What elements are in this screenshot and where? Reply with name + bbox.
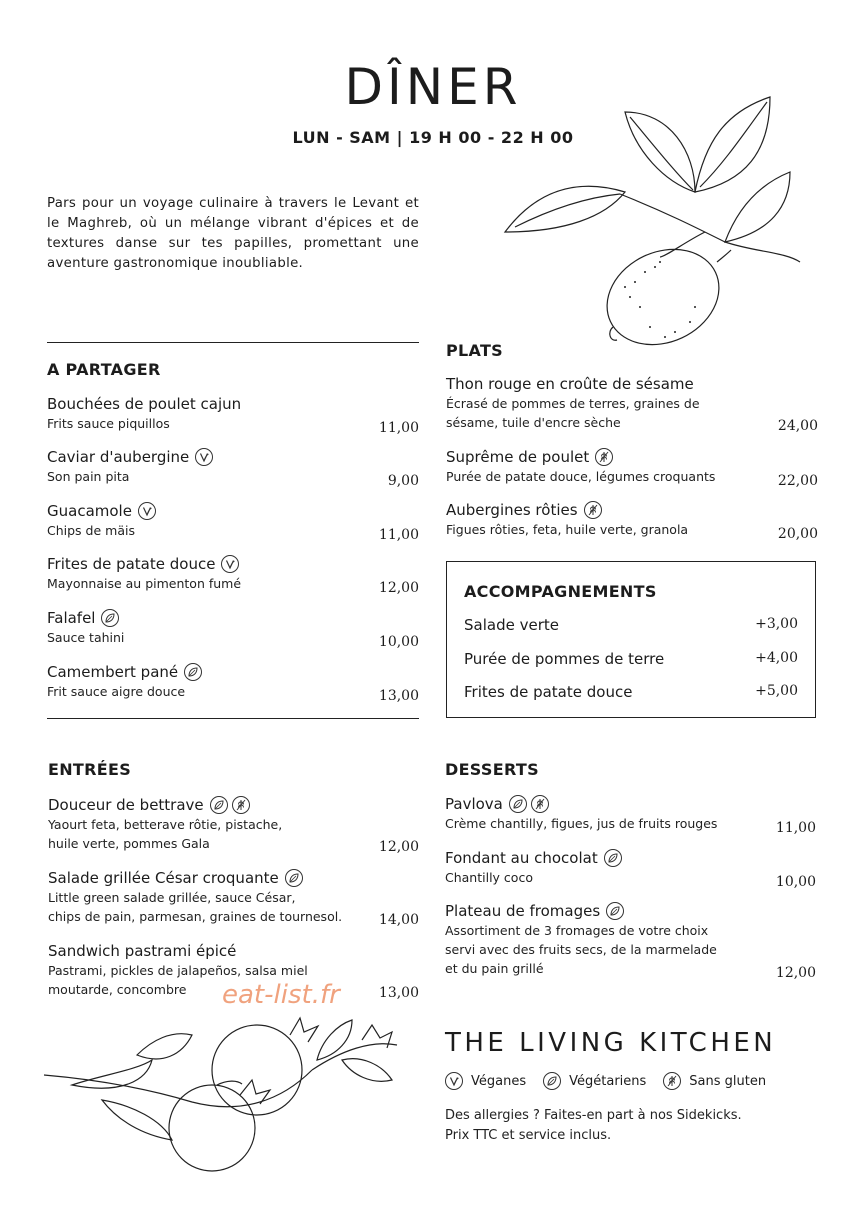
- legend-vegetarian: [543, 1072, 646, 1090]
- item-desc: Little green salade grillée, sauce César,: [48, 890, 296, 905]
- item-price: 10,00: [378, 634, 419, 650]
- item-name: Sandwich pastrami épicé: [48, 942, 237, 960]
- legend-label: Sans gluten: [689, 1073, 767, 1089]
- item-name: Aubergines rôties: [446, 501, 578, 519]
- item-price: +3,00: [755, 616, 798, 632]
- vegetarian-icon: [285, 869, 303, 887]
- item-name: Plateau de fromages: [445, 902, 601, 920]
- item-desc: Son pain pita: [47, 469, 130, 484]
- item-price: +4,00: [755, 650, 798, 666]
- menu-item: [446, 447, 818, 489]
- section-title-desserts: DESSERTS: [445, 760, 539, 779]
- brand-name: THE LIVING KITCHEN: [445, 1028, 777, 1058]
- item-name: Thon rouge en croûte de sésame: [446, 375, 694, 393]
- lemon-branch-illustration: [495, 92, 810, 352]
- item-desc: Sauce tahini: [47, 630, 125, 645]
- item-desc: Écrasé de pommes de terres, graines de: [446, 396, 700, 411]
- legend-label: Véganes: [471, 1073, 527, 1089]
- item-price: 11,00: [378, 527, 419, 543]
- item-name: Pavlova: [445, 795, 503, 813]
- menu-item: [47, 501, 419, 543]
- intro-text: Pars pour un voyage culinaire à travers le Levant et le Maghreb, où un mélange vibrant d'épices et de textures danse sur tes papilles, promettant une aventure gastronomique inoubliable.: [47, 196, 419, 271]
- divider: [47, 718, 419, 719]
- vegan-icon: [221, 555, 239, 573]
- item-desc: moutarde, concombre: [48, 982, 187, 997]
- item-price: 12,00: [775, 965, 816, 981]
- legend-label: Végétariens: [569, 1073, 647, 1089]
- gluten-free-icon: [584, 501, 602, 519]
- menu-item: [47, 608, 419, 650]
- item-name: Bouchées de poulet cajun: [47, 395, 242, 413]
- item-desc: sésame, tuile d'encre sèche: [446, 415, 621, 430]
- gluten-free-icon: [595, 448, 613, 466]
- side-item: [464, 683, 798, 701]
- item-desc: Figues rôties, feta, huile verte, granola: [446, 522, 689, 537]
- menu-item: [47, 554, 419, 596]
- item-price: 10,00: [775, 874, 816, 890]
- item-desc: Yaourt feta, betterave rôtie, pistache,: [48, 817, 283, 832]
- divider: [47, 342, 419, 343]
- item-desc: chips de pain, parmesan, graines de tournesol.: [48, 909, 343, 924]
- section-title-accompagnements: ACCOMPAGNEMENTS: [464, 582, 657, 601]
- item-price: 13,00: [378, 688, 419, 704]
- item-desc: Mayonnaise au pimenton fumé: [47, 576, 242, 591]
- item-price: 22,00: [777, 473, 818, 489]
- item-desc: Frit sauce aigre douce: [47, 684, 186, 699]
- diet-legend: [445, 1072, 783, 1090]
- gluten-free-icon: [232, 796, 250, 814]
- item-desc: Assortiment de 3 fromages de votre choix: [445, 923, 709, 938]
- item-price: 14,00: [378, 912, 419, 928]
- item-name: Caviar d'aubergine: [47, 448, 190, 466]
- item-desc: Pastrami, pickles de jalapeños, salsa miel: [48, 963, 308, 978]
- item-desc: Crème chantilly, figues, jus de fruits rouges: [445, 816, 718, 831]
- section-title-partager: A PARTAGER: [47, 360, 161, 379]
- menu-item: [446, 374, 818, 434]
- item-desc: et du pain grillé: [445, 961, 544, 976]
- menu-item: [48, 795, 419, 855]
- watermark: eat-list.fr: [222, 980, 340, 1010]
- item-price: 20,00: [777, 526, 818, 542]
- side-item: [464, 616, 798, 634]
- pomegranate-branch-illustration: [42, 1010, 402, 1180]
- item-name: Purée de pommes de terre: [464, 650, 665, 668]
- item-name: Guacamole: [47, 502, 132, 520]
- menu-item: [445, 901, 816, 981]
- vegetarian-icon: [210, 796, 228, 814]
- footer-note: [445, 1106, 742, 1146]
- item-name: Salade grillée César croquante: [48, 869, 279, 887]
- item-name: Frites de patate douce: [464, 683, 633, 701]
- menu-item: [47, 662, 419, 704]
- item-price: 13,00: [378, 985, 419, 1001]
- opening-hours: LUN - SAM | 19 H 00 - 22 H 00: [292, 128, 574, 147]
- menu-item: [48, 868, 419, 928]
- item-price: 11,00: [378, 420, 419, 436]
- section-title-entrees: ENTRÉES: [48, 760, 132, 779]
- menu-item: [445, 794, 816, 836]
- page-title: DÎNER: [344, 58, 522, 116]
- item-desc: Purée de patate douce, légumes croquants: [446, 469, 716, 484]
- menu-item: [445, 848, 816, 890]
- vegetarian-icon: [604, 849, 622, 867]
- item-desc: Chips de mäis: [47, 523, 135, 538]
- item-price: 24,00: [777, 418, 818, 434]
- menu-item: [446, 500, 818, 542]
- side-item: [464, 650, 798, 668]
- vegetarian-icon: [101, 609, 119, 627]
- item-price: 12,00: [378, 580, 419, 596]
- item-price: 9,00: [387, 473, 419, 489]
- accompaniments-box: [446, 561, 816, 718]
- item-price: +5,00: [755, 683, 798, 699]
- vegan-icon: [195, 448, 213, 466]
- vegetarian-icon: [509, 795, 527, 813]
- section-title-plats: PLATS: [446, 341, 503, 360]
- vegetarian-icon: [543, 1072, 561, 1090]
- item-name: Frites de patate douce: [47, 555, 216, 573]
- item-name: Falafel: [47, 609, 96, 627]
- item-name: Suprême de poulet: [446, 448, 590, 466]
- item-name: Salade verte: [464, 616, 559, 634]
- item-desc: Frits sauce piquillos: [47, 416, 170, 431]
- allergy-note: Des allergies ? Faites-en part à nos Sidekicks.: [445, 1108, 742, 1123]
- item-name: Camembert pané: [47, 663, 179, 681]
- price-note: Prix TTC et service inclus.: [445, 1128, 612, 1143]
- item-price: 11,00: [775, 820, 816, 836]
- legend-vegan: [445, 1072, 526, 1090]
- vegetarian-icon: [606, 902, 624, 920]
- item-price: 12,00: [378, 839, 419, 855]
- vegetarian-icon: [184, 663, 202, 681]
- vegan-icon: [445, 1072, 463, 1090]
- item-name: Douceur de bettrave: [48, 796, 204, 814]
- gluten-free-icon: [531, 795, 549, 813]
- menu-item: [47, 447, 419, 489]
- vegan-icon: [138, 502, 156, 520]
- menu-item: [47, 394, 419, 436]
- item-desc: huile verte, pommes Gala: [48, 836, 210, 851]
- item-desc: servi avec des fruits secs, de la marmelade: [445, 942, 717, 957]
- gluten-free-icon: [663, 1072, 681, 1090]
- legend-gluten-free: [663, 1072, 766, 1090]
- item-desc: Chantilly coco: [445, 870, 533, 885]
- item-name: Fondant au chocolat: [445, 849, 598, 867]
